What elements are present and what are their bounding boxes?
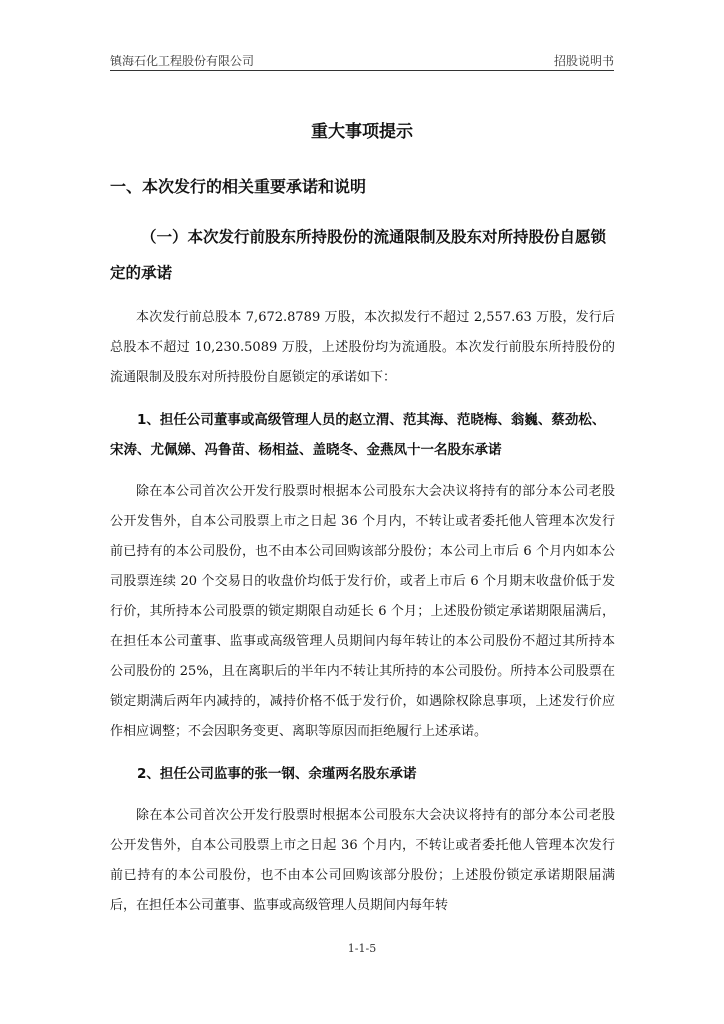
section-heading: 一、本次发行的相关重要承诺和说明: [110, 177, 367, 196]
header-rule: [110, 70, 614, 71]
item1-paragraph: 除在本公司首次公开发行股票时根据本公司股东大会决议将持有的部分本公司老股公开发售外，自本公司股票上市之日起 36 个月内，不转让或者委托他人管理本次发行前已持有的本公司股份，也不由本公司回购该部分股份；本公司上市后 6 个月内如本公司股票连续 20 个交易日的收盘价均低于发行价，或者上市后 6 个月期末收盘价低于发行价，其所持本公司股票的锁定期限自动延长 6 个月；上述股份锁定承诺期限届满后，在担任本公司董事、监事或高级管理人员期间内每年转让的本公司股份不超过其所持本公司股份的 25%，且在离职后的半年内不转让其所持的本公司股份。所持本公司股票在锁定期满后两年内减持的，减持价格不低于发行价，如遇除权除息事项，上述发行价应作相应调整；不会因职务变更、离职等原因而拒绝履行上述承诺。: [110, 484, 615, 739]
page-title: 重大事项提示: [311, 122, 413, 142]
page-header: [110, 50, 614, 70]
item2-heading: 2、担任公司监事的张一钢、余瑾两名股东承诺: [137, 766, 417, 782]
page-number: 1-1-5: [347, 942, 377, 955]
item2-paragraph: 除在本公司首次公开发行股票时根据本公司股东大会决议将持有的部分本公司老股公开发售外，自本公司股票上市之日起 36 个月内，不转让或者委托他人管理本次发行前已持有的本公司股份，也不由本公司回购该部分股份；上述股份锁定承诺期限届满后，在担任本公司董事、监事或高级管理人员期间内每年转: [110, 808, 615, 913]
subsection-heading: （一）本次发行前股东所持股份的流通限制及股东对所持股份自愿锁定的承诺: [110, 228, 607, 282]
intro-paragraph: 本次发行前总股本 7,672.8789 万股，本次拟发行不超过 2,557.63 万股，发行后总股本不超过 10,230.5089 万股，上述股份均为流通股。本次发行前股东所持股份的流通限制及股东对所持股份自愿锁定的承诺如下：: [110, 310, 615, 385]
item1-heading: 1、担任公司董事或高级管理人员的赵立渭、范其海、范晓梅、翁巍、蔡劲松、宋涛、尤佩娣、冯鲁苗、杨相益、盖晓冬、金燕凤十一名股东承诺: [110, 412, 606, 458]
header-company-name: 镇海石化工程股份有限公司: [110, 54, 255, 68]
header-document-type: 招股说明书: [553, 54, 614, 68]
main-content: [110, 174, 615, 933]
